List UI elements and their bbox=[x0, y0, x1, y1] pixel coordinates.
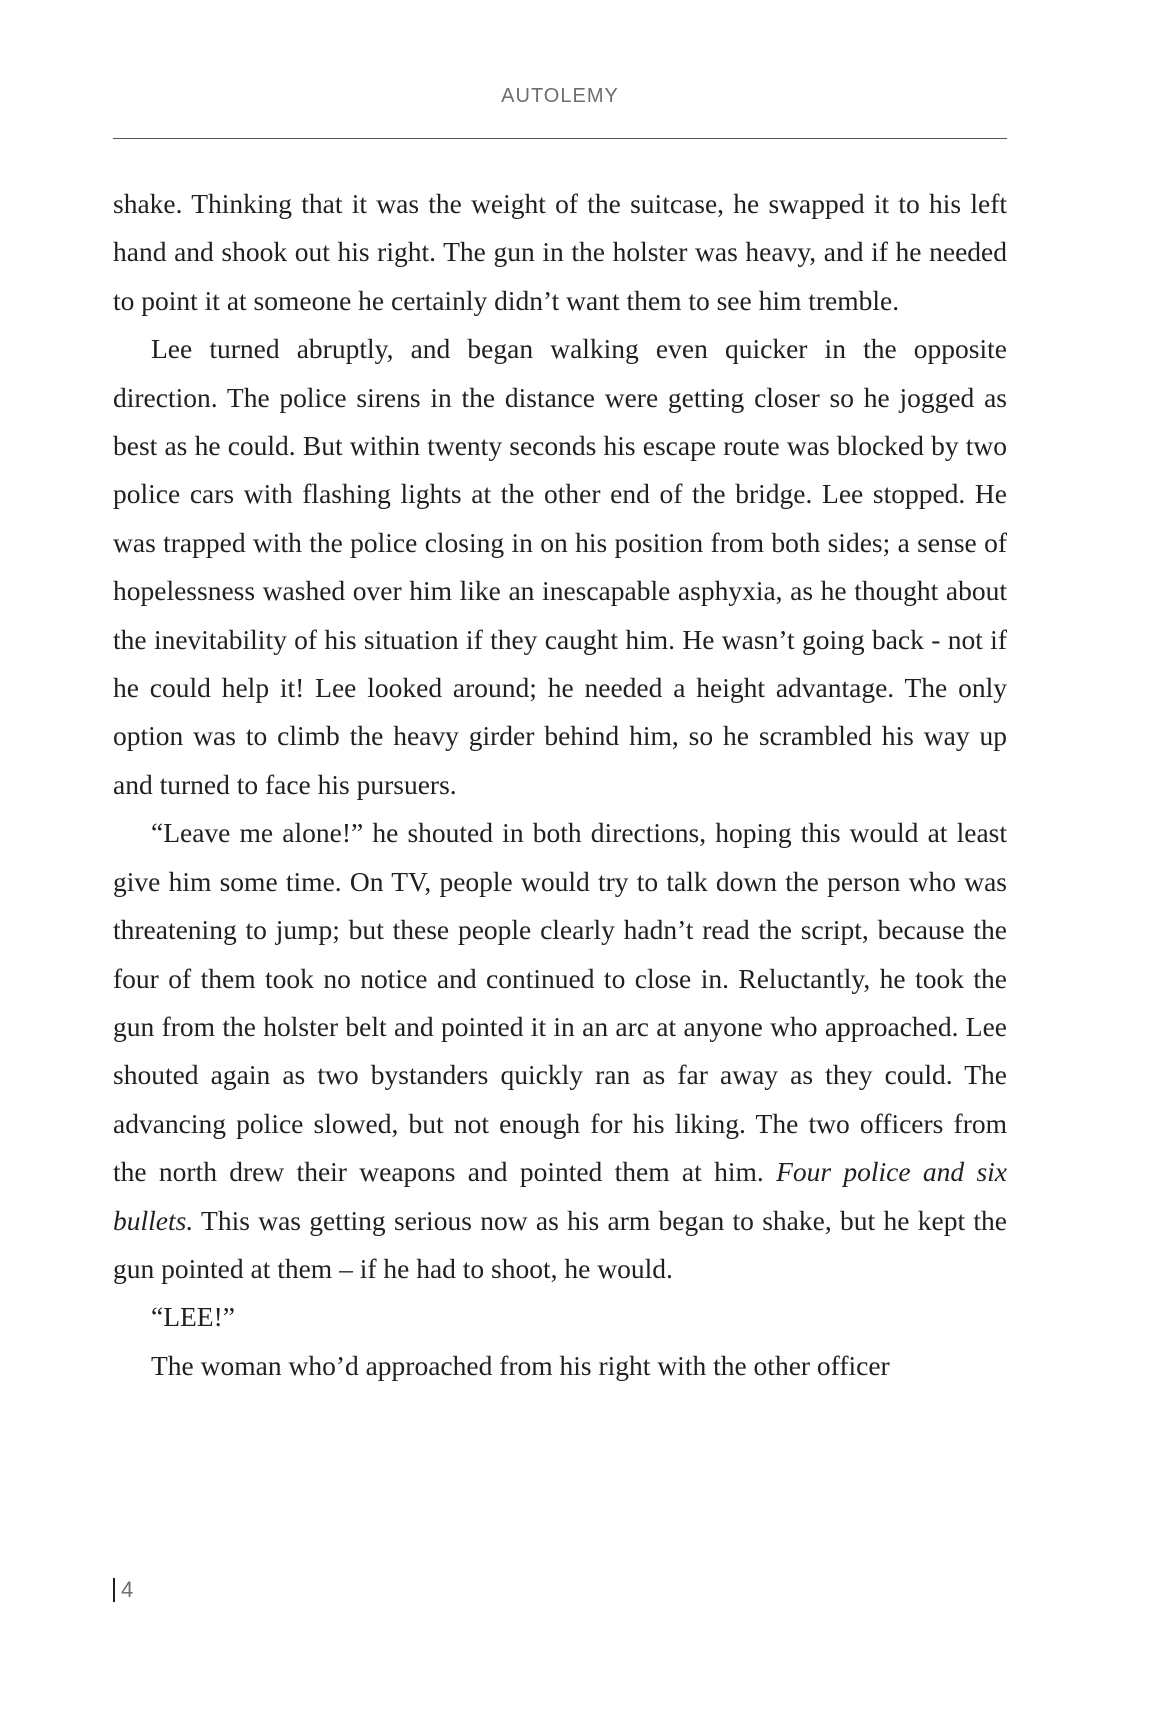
paragraph-5: The woman who’d approached from his right with the other officer bbox=[151, 1349, 890, 1381]
paragraph-3 bbox=[113, 809, 1007, 1293]
paragraph-2: Lee turned abruptly, and began walking even quicker in the opposite direction. The police sirens in the distance were getting closer so he jogged as best as he could. But within twenty seconds his escape route was blocked by two police cars with flashing lights at the other end of the bridge. Lee stopped. He was trapped with the police closing in on his position from both sides; a sense of hopelessness washed over him like an inescapable asphyxia, as he thought about the inevitability of his situation if they caught him. He wasn’t going back - not if he could help it! Lee looked around; he needed a height advantage. The only option was to climb the heavy girder behind him, so he scrambled his way up and turned to face his pursuers. bbox=[113, 333, 1007, 800]
paragraph-3-text-before: “Leave me alone!” he shouted in both directions, hoping this would at least give him some time. On TV, people would try to talk down the person who was threatening to jump; but these people clearly hadn’t read the script, because the four of them took no notice and continued to close in. Reluctantly, he took the gun from the holster belt and pointed it in an arc at anyone who approached. Lee shouted again as two bystanders quickly ran as far away as they could. The advancing police slowed, but not enough for his liking. The two officers from the north drew their weapons and pointed them at him. bbox=[113, 817, 1007, 1188]
paragraph-4: “LEE!” bbox=[151, 1301, 235, 1333]
paragraph-3-text-after: This was getting serious now as his arm began to shake, but he kept the gun pointed at them – if he had to shoot, he would. bbox=[113, 1204, 1007, 1284]
page-number-value: 4 bbox=[121, 1577, 134, 1602]
page-number-bar bbox=[113, 1578, 115, 1602]
body-text bbox=[113, 180, 1007, 1390]
paragraph-1: shake. Thinking that it was the weight of the suitcase, he swapped it to his left hand and shook out his right. The gun in the holster was heavy, and if he needed to point it at someone he certainly didn’t want them to see him tremble. bbox=[113, 188, 1007, 316]
header-divider bbox=[113, 138, 1007, 139]
page-number bbox=[113, 1577, 133, 1603]
running-header-title: AUTOLEMY bbox=[501, 85, 619, 107]
paragraph-3-italic-text: Four police and six bullets. bbox=[113, 1156, 1007, 1236]
